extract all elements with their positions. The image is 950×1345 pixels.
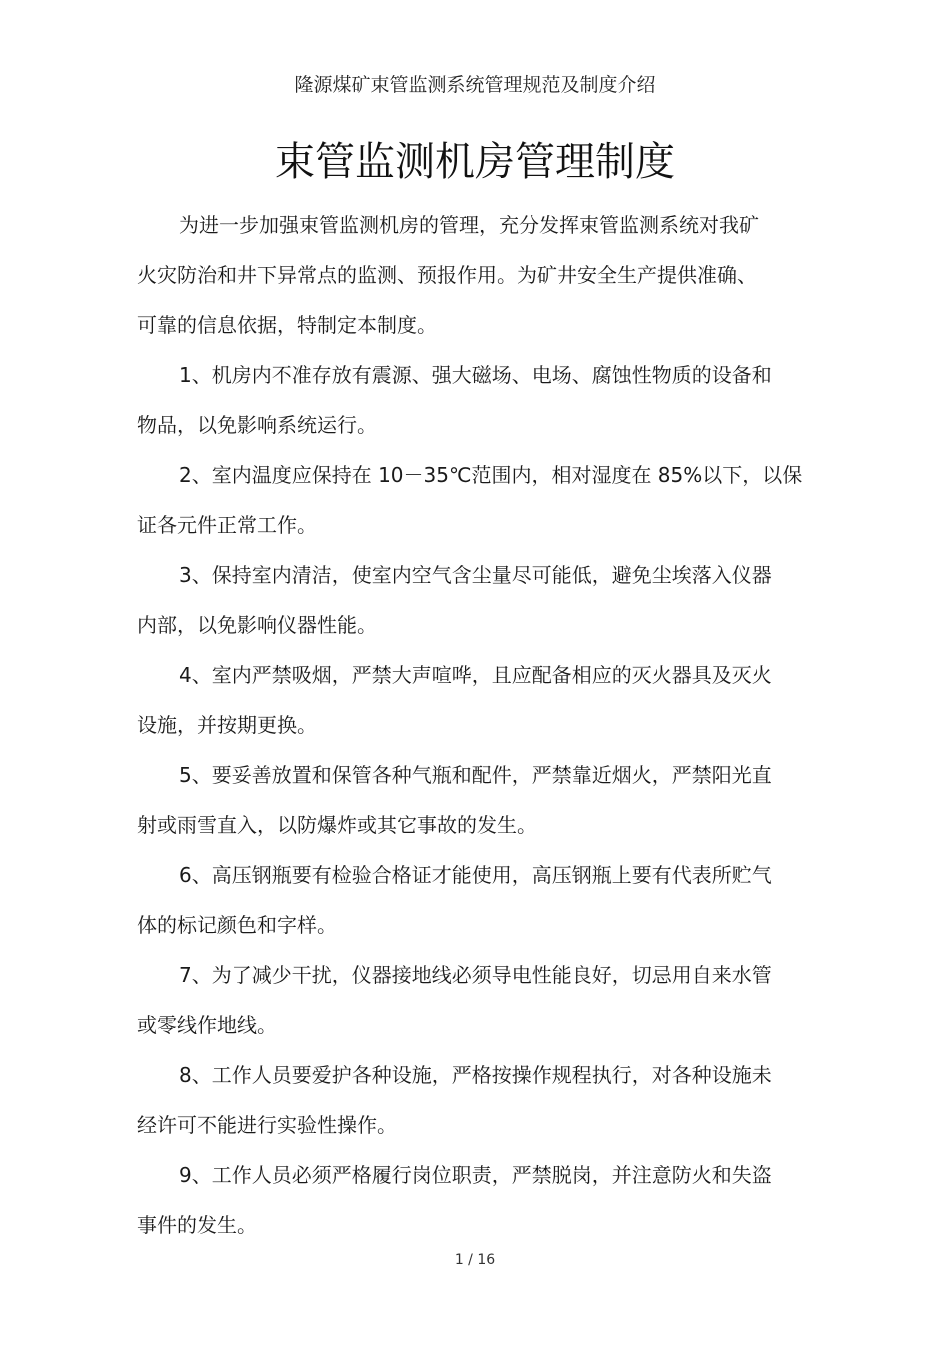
paragraph-line: 9、工作人员必须严格履行岗位职责，严禁脱岗，并注意防火和失盗 <box>179 1163 772 1187</box>
paragraph-line: 证各元件正常工作。 <box>137 513 317 537</box>
running-header: 隆源煤矿束管监测系统管理规范及制度介绍 <box>294 74 656 96</box>
paragraph-line: 火灾防治和井下异常点的监测、预报作用。为矿井安全生产提供准确、 <box>137 263 757 287</box>
paragraph-line: 6、高压钢瓶要有检验合格证才能使用，高压钢瓶上要有代表所贮气 <box>179 863 772 887</box>
paragraph-line: 体的标记颜色和字样。 <box>137 913 337 937</box>
paragraph-line: 事件的发生。 <box>137 1213 257 1237</box>
paragraph-line: 设施，并按期更换。 <box>137 713 317 737</box>
paragraph-line: 射或雨雪直入，以防爆炸或其它事故的发生。 <box>137 813 537 837</box>
paragraph-line: 经许可不能进行实验性操作。 <box>137 1113 397 1137</box>
rule-item-4 <box>137 650 837 750</box>
paragraph-line: 或零线作地线。 <box>137 1013 277 1037</box>
paragraph-intro <box>137 200 837 350</box>
rule-item-9 <box>137 1150 837 1250</box>
paragraph-line: 内部，以免影响仪器性能。 <box>137 613 377 637</box>
document-body <box>137 200 837 1250</box>
paragraph-line: 物品，以免影响系统运行。 <box>137 413 377 437</box>
page-indicator: 1 / 16 <box>454 1252 496 1268</box>
document-title: 束管监测机房管理制度 <box>275 139 675 185</box>
rule-item-8 <box>137 1050 837 1150</box>
rule-item-7 <box>137 950 837 1050</box>
paragraph-line: 8、工作人员要爱护各种设施，严格按操作规程执行，对各种设施未 <box>179 1063 772 1087</box>
paragraph-line: 2、室内温度应保持在 10－35℃范围内，相对湿度在 85%以下，以保 <box>179 463 803 487</box>
rule-item-3 <box>137 550 837 650</box>
rule-item-5 <box>137 750 837 850</box>
paragraph-line: 4、室内严禁吸烟，严禁大声喧哗，且应配备相应的灭火器具及灭火 <box>179 663 772 687</box>
paragraph-line: 为进一步加强束管监测机房的管理，充分发挥束管监测系统对我矿 <box>179 213 759 237</box>
paragraph-line: 7、为了减少干扰，仪器接地线必须导电性能良好，切忌用自来水管 <box>179 963 772 987</box>
rule-item-6 <box>137 850 837 950</box>
paragraph-line: 1、机房内不准存放有震源、强大磁场、电场、腐蚀性物质的设备和 <box>179 363 772 387</box>
paragraph-line: 3、保持室内清洁，使室内空气含尘量尽可能低，避免尘埃落入仪器 <box>179 563 772 587</box>
rule-item-1 <box>137 350 837 450</box>
paragraph-line: 可靠的信息依据，特制定本制度。 <box>137 313 437 337</box>
paragraph-line: 5、要妥善放置和保管各种气瓶和配件，严禁靠近烟火，严禁阳光直 <box>179 763 772 787</box>
rule-item-2 <box>137 450 837 550</box>
